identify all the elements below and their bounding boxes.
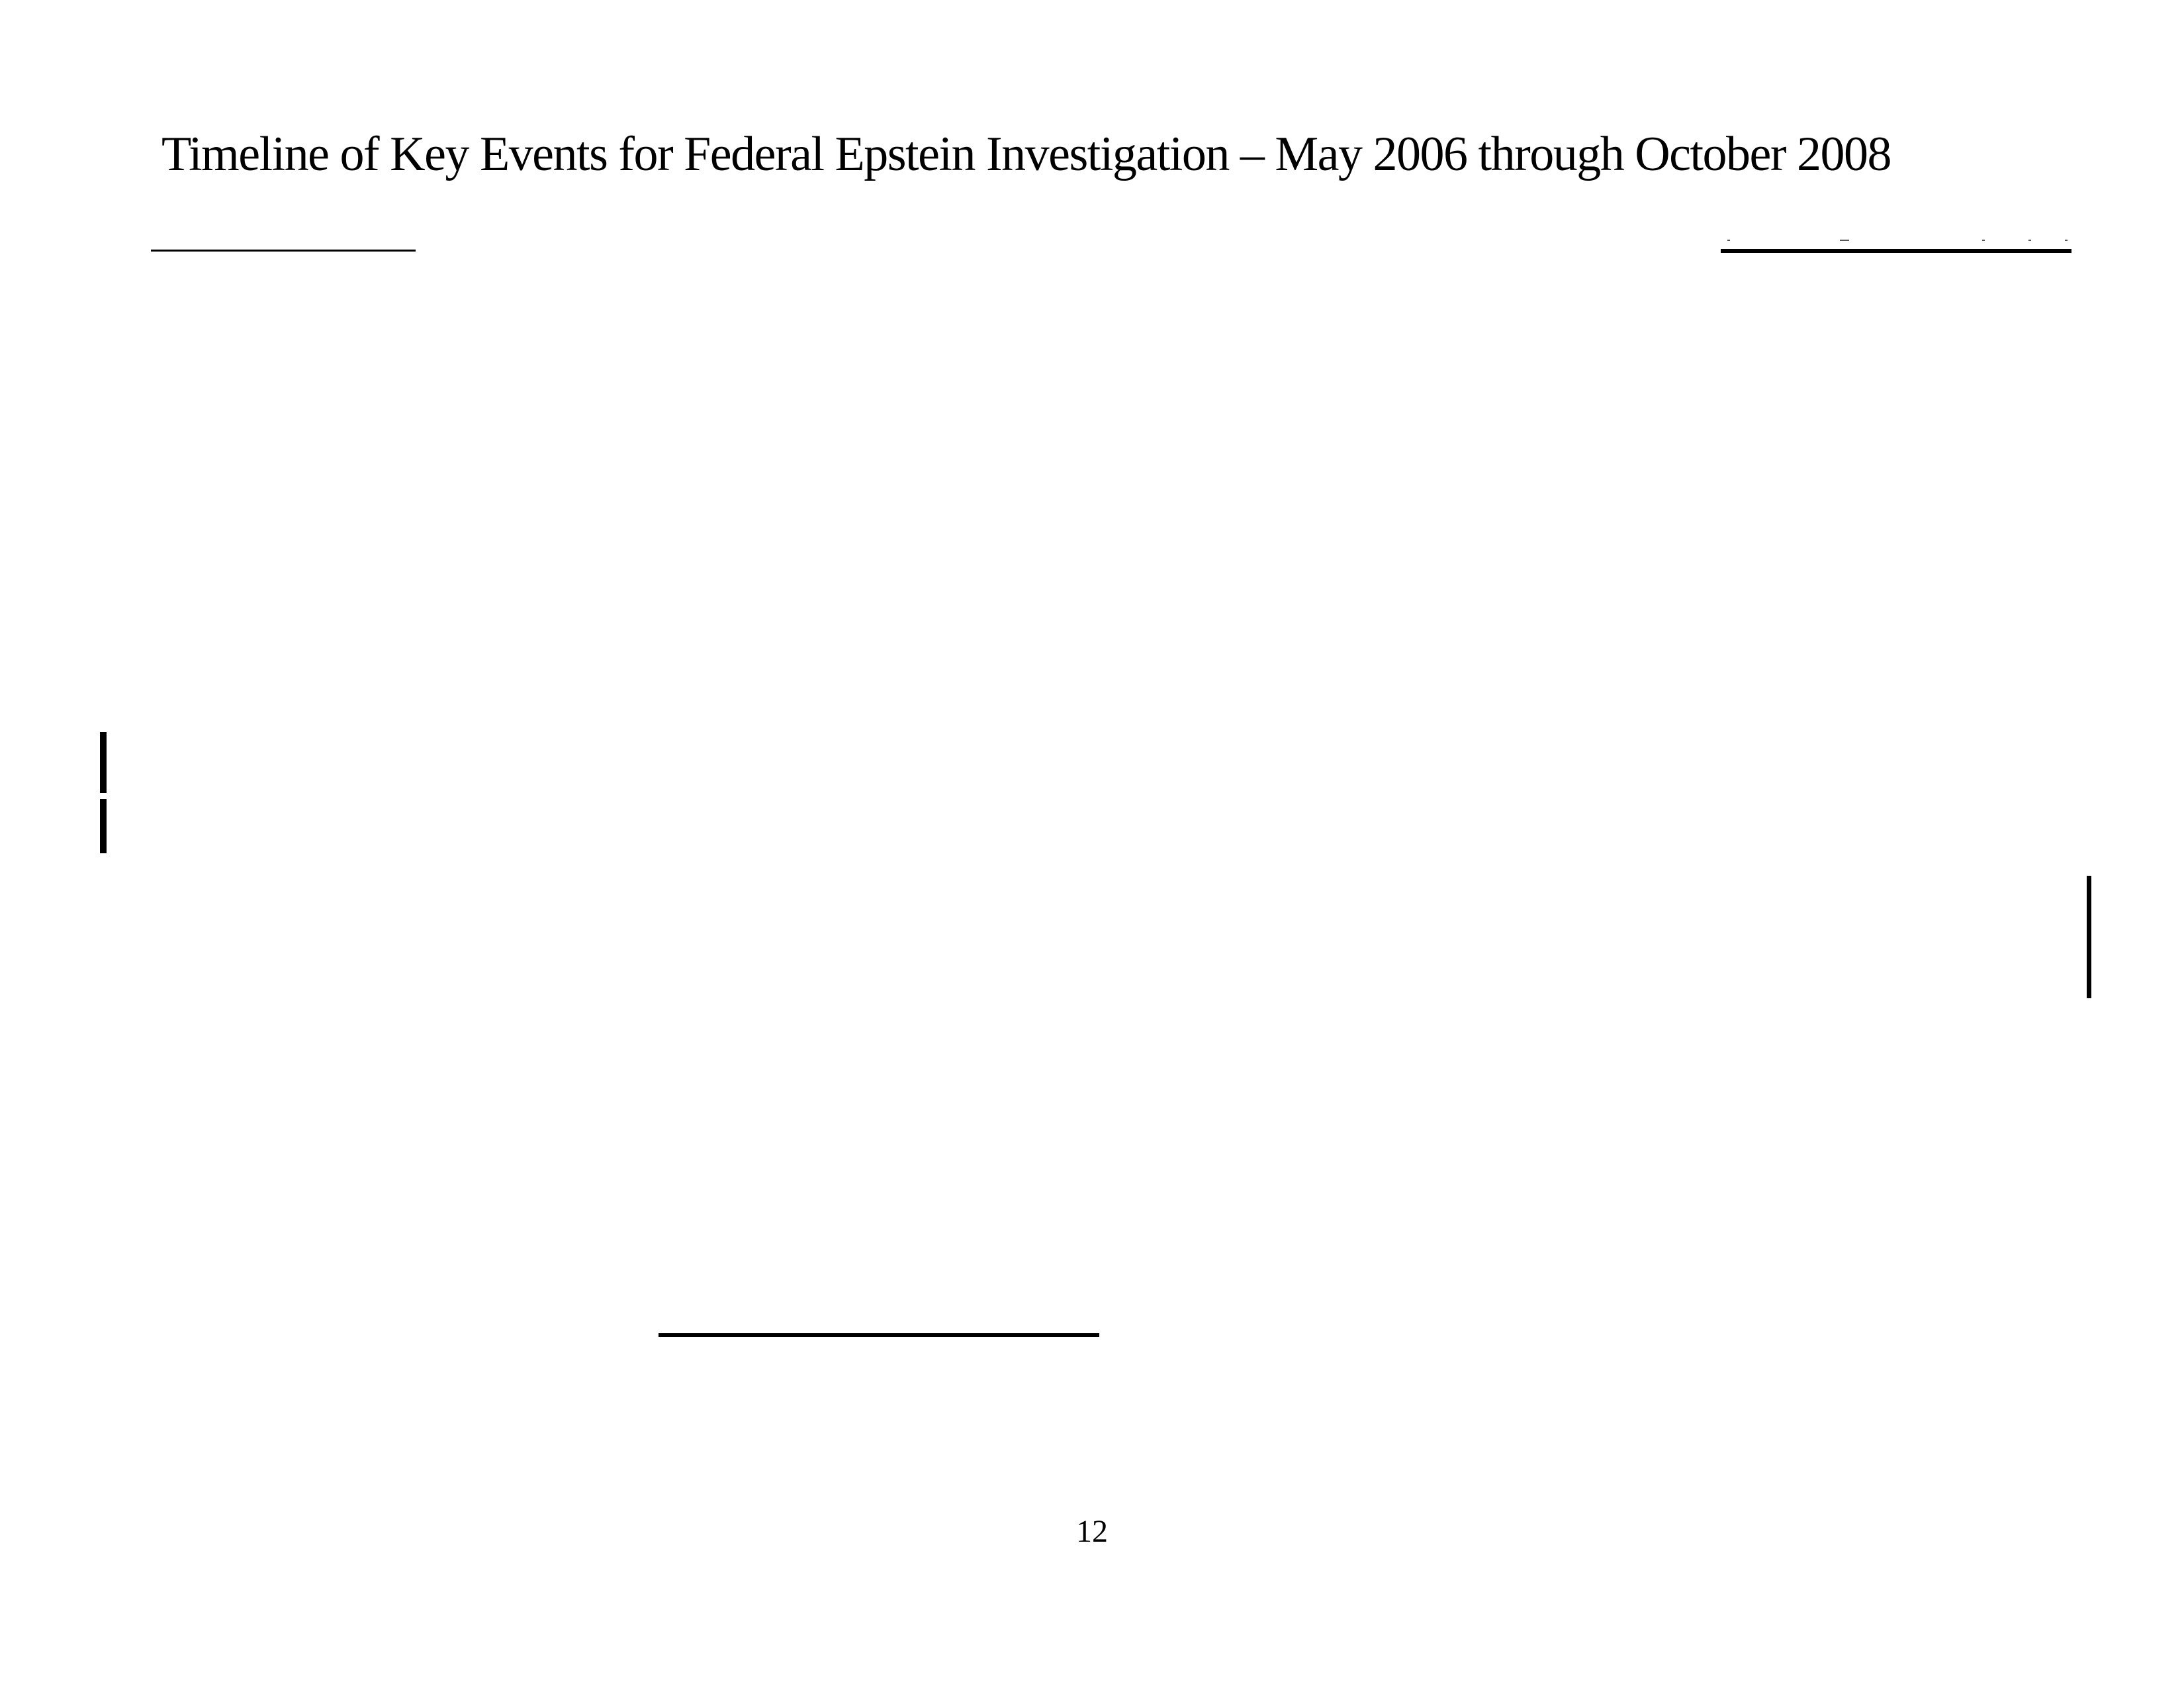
- bottom-rule: [659, 1333, 1099, 1337]
- top-right-rule-marks: [1721, 240, 2071, 242]
- top-left-rule: [151, 250, 416, 252]
- left-change-bar: [100, 732, 107, 793]
- rule-mark: [1727, 240, 1730, 241]
- right-change-bar: [2087, 876, 2091, 998]
- rule-mark: [1982, 240, 1985, 241]
- left-change-bar: [100, 799, 107, 853]
- page-number: 12: [1076, 1514, 1108, 1549]
- page-title: Timeline of Key Events for Federal Epstein Investigation – May 2006 through October 2008: [161, 127, 1891, 181]
- rule-mark: [1840, 240, 1849, 241]
- rule-mark: [2028, 240, 2031, 241]
- rule-mark: [2065, 240, 2068, 241]
- top-right-rule: [1721, 249, 2071, 253]
